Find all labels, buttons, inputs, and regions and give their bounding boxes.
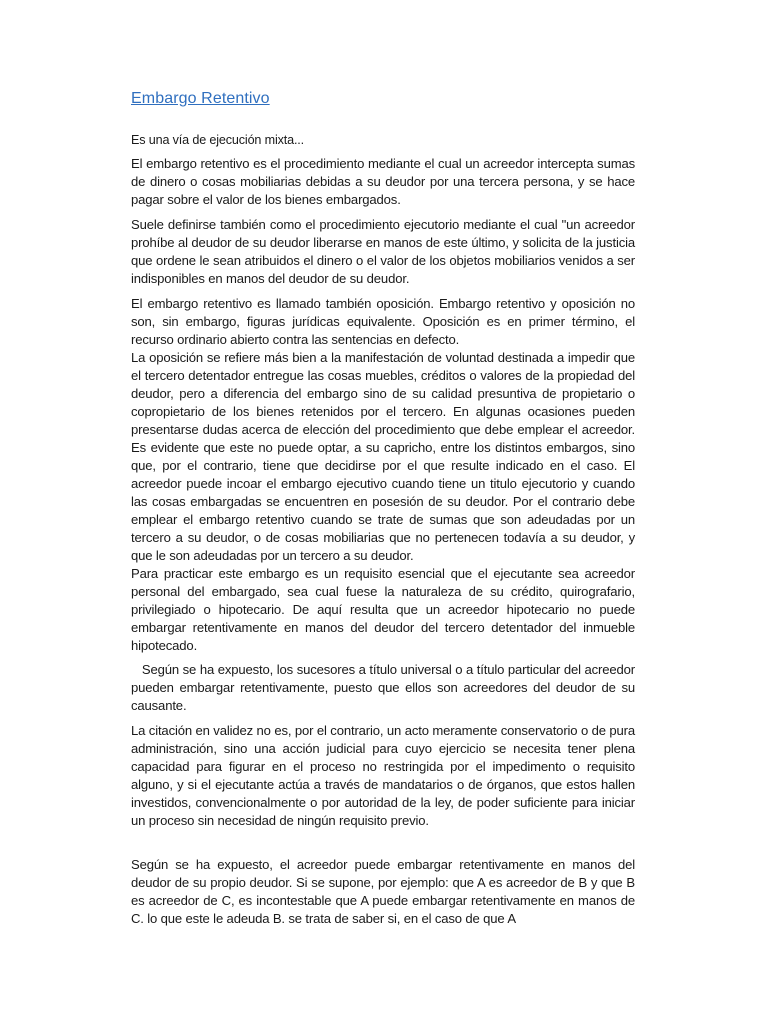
paragraph: El embargo retentivo es el procedimiento mediante el cual un acreedor intercepta sumas de dinero o cosas mobiliarias debidas a su deudor por una tercera persona, y se hace pagar sobre el valor de los bienes embargados. [131, 156, 635, 207]
paragraph: Según se ha expuesto, los sucesores a título universal o a título particular del acreedor pueden embargar retentivamente, puesto que ellos son acreedores del deudor de su causante. [131, 662, 639, 713]
paragraph: Según se ha expuesto, el acreedor puede embargar retentivamente en manos del deudor de su propio deudor. Si se supone, por ejemplo: que A es acreedor de B y que B es acreedor de C, es incontestable que A puede embargar retentivamente en manos de C. lo que este le adeuda B. se trata de saber si, en el caso de que A [131, 857, 635, 926]
document-body [131, 131, 639, 928]
paragraph: Suele definirse también como el procedimiento ejecutorio mediante el cual "un acreedor prohíbe al deudor de su deudor liberarse en manos de este último, y solicita de la justicia que ordene le sean atribuidos el dinero o el valor de los objetos mobiliarios venidos a ser indisponibles en manos del deudor de su deudor. [131, 217, 635, 286]
paragraph: Es una vía de ejecución mixta... [131, 133, 305, 147]
paragraph: El embargo retentivo es llamado también oposición. Embargo retentivo y oposición no son, sin embargo, figuras jurídicas equivalente. Oposición es en primer término, el recurso ordinario abierto contra las sentencias en defecto. [131, 296, 635, 347]
paragraph: Para practicar este embargo es un requisito esencial que el ejecutante sea acreedor personal del embargado, sea cual fuese la naturaleza de su crédito, quirografario, privilegiado o hipotecario. De aquí resulta que un acreedor hipotecario no puede embargar retentivamente en manos del deudor del tercero detentador del inmueble hipotecado. [131, 566, 635, 653]
paragraph: La citación en validez no es, por el contrario, un acto meramente conservatorio o de pura administración, sino una acción judicial para cuyo ejercicio se necesita tener plena capacidad para figurar en el proceso no restringida por el impedimento o requisito alguno, y si el ejecutante actúa a través de mandatarios o de órganos, que estos hallen investidos, convencionalmente o por autoridad de la ley, de poder suficiente para iniciar un proceso sin necesidad de ningún requisito previo. [131, 723, 635, 828]
document-title: Embargo Retentivo [131, 90, 270, 107]
paragraph: La oposición se refiere más bien a la manifestación de voluntad destinada a impedir que el tercero detentador entregue las cosas muebles, créditos o valores de la propiedad del deudor, pero a diferencia del embargo sino de su calidad presuntiva de propietario o copropietario de los bienes retenidos por el tercero. En algunas ocasiones pueden presentarse dudas acerca de elección del procedimiento que debe emplear el acreedor. Es evidente que este no puede optar, a su capricho, entre los distintos embargos, sino que, por el contrario, tiene que decidirse por el que resulte indicado en el caso. El acreedor puede incoar el embargo ejecutivo cuando tiene un titulo ejecutorio y cuando las cosas embargadas se encuentren en posesión de su deudor. Por el contrario debe emplear el embargo retentivo cuando se trate de sumas que son adeudadas por un tercero a su deudor, o de cosas mobiliarias que no pertenecen todavía a su deudor, y que le son adeudadas por un tercero a su deudor. [131, 350, 635, 563]
